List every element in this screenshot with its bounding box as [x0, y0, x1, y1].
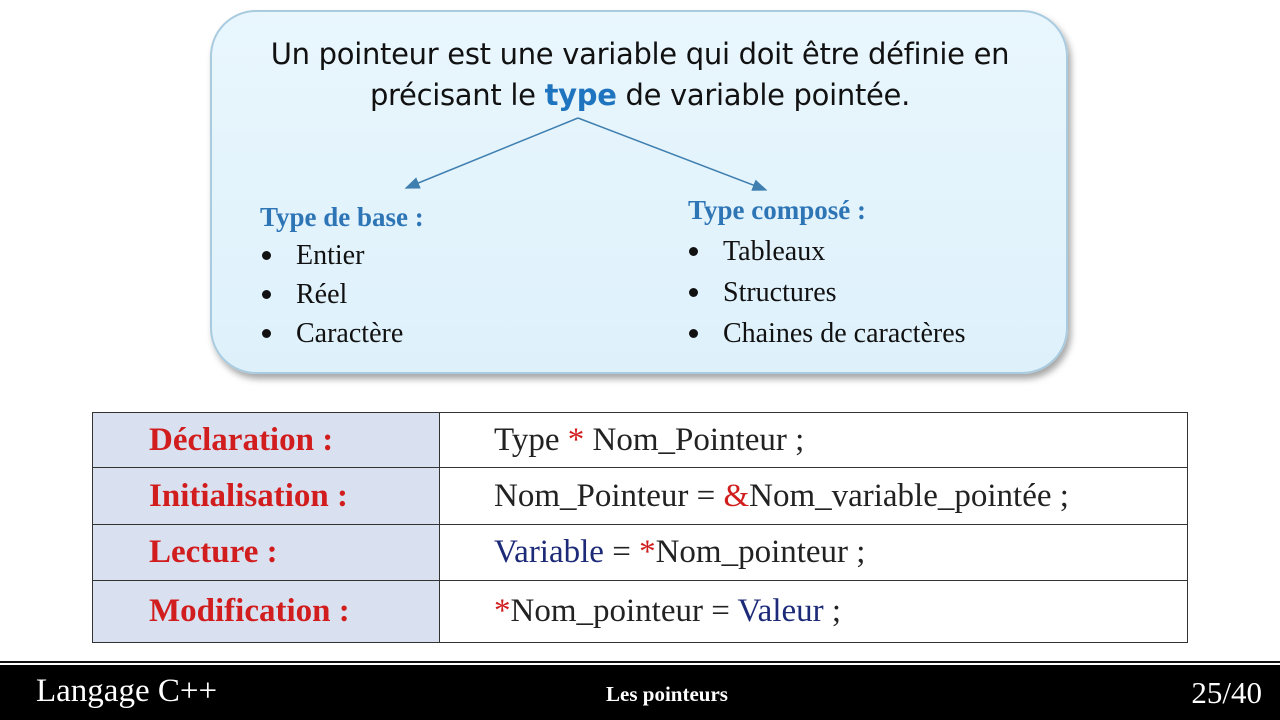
list-item: Réel [260, 275, 403, 314]
list-item: Structures [687, 272, 966, 313]
table-row [93, 413, 1188, 468]
bullet-icon [262, 329, 271, 338]
syntax-label: Lecture : [93, 525, 440, 581]
slide-number: 25/40 [1191, 675, 1262, 710]
pointer-syntax-table [92, 412, 1188, 643]
table-row [93, 581, 1188, 643]
bullet-icon [689, 288, 698, 297]
code-fragment: Valeur [737, 593, 824, 629]
list-item: Entier [260, 236, 403, 275]
bullet-icon [262, 251, 271, 260]
definition-line-1: Un pointeur est une variable qui doit être définie en [270, 37, 1010, 71]
code-fragment: = [603, 534, 640, 570]
course-title: Langage C++ [36, 673, 218, 709]
definition-line-2-start: précisant le [369, 78, 545, 112]
code-fragment: * [567, 421, 585, 458]
table-row [93, 525, 1188, 581]
code-fragment: Nom_variable_pointée ; [749, 477, 1069, 514]
topic-title: Les pointeurs [606, 682, 728, 706]
syntax-code [440, 468, 1188, 525]
base-types-list [260, 236, 403, 353]
slide-footer [0, 665, 1280, 720]
arrow-to-base-types [406, 118, 578, 188]
syntax-label: Initialisation : [93, 468, 440, 525]
composite-types-list [687, 231, 966, 354]
syntax-label: Modification : [93, 581, 440, 643]
code-fragment: Variable [494, 534, 604, 570]
base-types-heading: Type de base : [260, 202, 424, 232]
table-row [93, 468, 1188, 525]
syntax-code [440, 581, 1188, 643]
code-fragment: Nom_Pointeur ; [584, 421, 805, 458]
definition-line-2-end: de variable pointée. [616, 78, 911, 112]
arrow-to-composite-types [578, 118, 766, 190]
code-fragment: & [723, 477, 750, 514]
bullet-icon [689, 247, 698, 256]
code-fragment: ; [823, 593, 842, 629]
list-item: Tableaux [687, 231, 966, 272]
bullet-icon [689, 329, 698, 338]
type-keyword: type [544, 78, 617, 112]
list-item: Chaines de caractères [687, 313, 966, 354]
bullet-icon [262, 290, 271, 299]
code-fragment: * [494, 593, 511, 629]
footer-divider [0, 661, 1280, 663]
code-fragment: Type [494, 421, 568, 458]
code-fragment: Nom_pointeur ; [655, 534, 866, 570]
code-fragment: Nom_pointeur = [510, 593, 738, 629]
syntax-code [440, 525, 1188, 581]
syntax-label: Déclaration : [93, 413, 440, 468]
syntax-code [440, 413, 1188, 468]
code-fragment: Nom_Pointeur = [494, 477, 724, 514]
composite-types-heading: Type composé : [688, 195, 866, 225]
syntax-table-body [93, 413, 1188, 643]
code-fragment: * [639, 534, 656, 570]
list-item: Caractère [260, 314, 403, 353]
